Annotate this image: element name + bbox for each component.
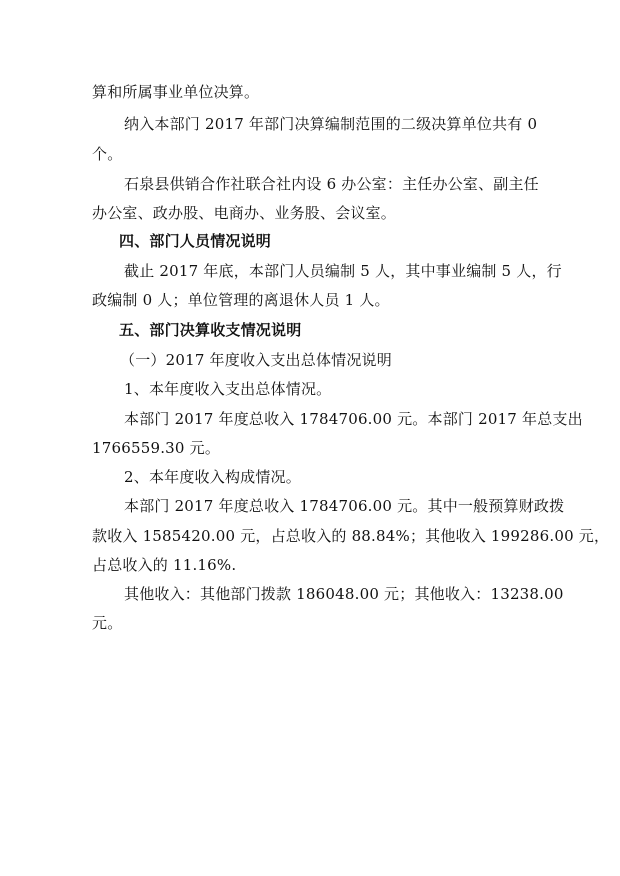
- paragraph-line: 1、本年度收入支出总体情况。: [124, 380, 332, 398]
- section-heading: 四、部门人员情况说明: [119, 232, 272, 250]
- paragraph-line: 算和所属事业单位决算。: [92, 83, 260, 101]
- paragraph-line: 纳入本部门 2017 年部门决算编制范围的二级决算单位共有 0: [124, 115, 538, 133]
- paragraph-line: 1766559.30 元。: [92, 439, 221, 457]
- paragraph-line: 办公室、政办股、电商办、业务股、会议室。: [92, 204, 397, 222]
- paragraph-line: 截止 2017 年底，本部门人员编制 5 人，其中事业编制 5 人，行: [124, 262, 562, 280]
- paragraph-line: 石泉县供销合作社联合社内设 6 办公室：主任办公室、副主任: [124, 175, 539, 193]
- paragraph-line: 政编制 0 人；单位管理的离退休人员 1 人。: [92, 291, 390, 309]
- section-heading: 五、部门决算收支情况说明: [119, 321, 302, 339]
- paragraph-line: 2、本年度收入构成情况。: [124, 468, 301, 486]
- paragraph-line: 本部门 2017 年度总收入 1784706.00 元。其中一般预算财政拨: [124, 497, 565, 515]
- paragraph-line: 其他收入：其他部门拨款 186048.00 元；其他收入：13238.00: [124, 585, 564, 603]
- paragraph-line: 占总收入的 11.16%.: [92, 556, 237, 574]
- paragraph-line: 本部门 2017 年度总收入 1784706.00 元。本部门 2017 年总支出: [124, 410, 583, 428]
- paragraph-line: 款收入 1585420.00 元，占总收入的 88.84%；其他收入 199286.00 元，: [92, 527, 610, 545]
- paragraph-line: 个。: [92, 145, 123, 163]
- subsection-heading: （一）2017 年度收入支出总体情况说明: [120, 351, 392, 369]
- paragraph-line: 元。: [92, 614, 123, 632]
